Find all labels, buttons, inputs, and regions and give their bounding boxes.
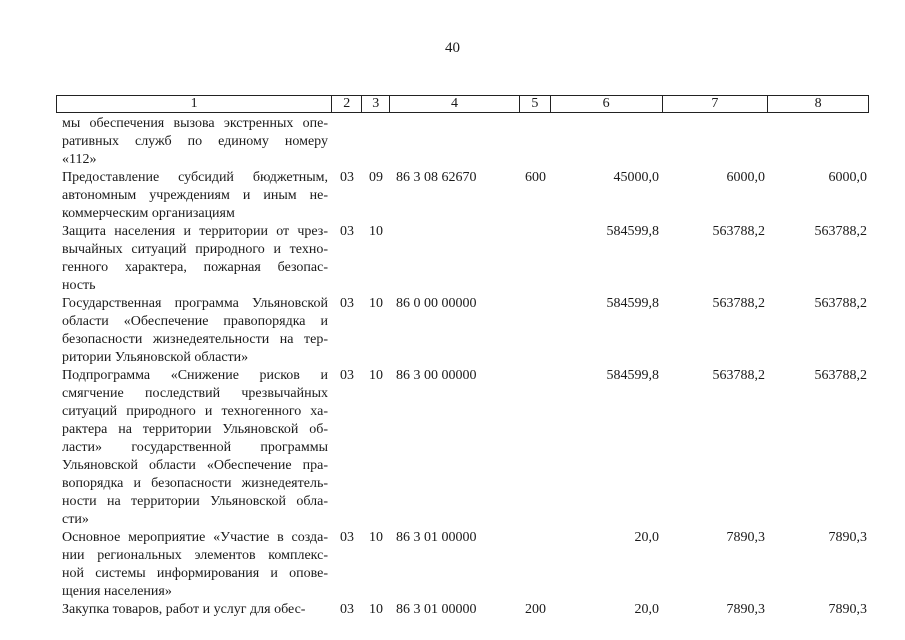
row-cell-c7: 563788,2 <box>712 368 765 383</box>
row-name-line: ративных служб по единому номеру <box>62 134 328 149</box>
row-cell-c3 <box>362 115 390 169</box>
column-header-4: 4 <box>390 96 520 112</box>
row-name-line: области «Обеспечение правопорядка и <box>62 314 328 329</box>
row-name-line: автономным учреждениям и иным не- <box>62 188 328 203</box>
row-name-line: вычайных ситуаций природного и техно- <box>62 242 328 257</box>
row-cell-c8: 7890,3 <box>828 602 867 617</box>
row-cell-c3: 09 <box>369 170 383 185</box>
row-cell-c4: 86 0 00 00000 <box>396 296 477 311</box>
row-cell-c3: 10 <box>369 224 383 239</box>
row-cell-c5 <box>520 367 551 529</box>
row-name-cell <box>56 367 332 529</box>
column-header-2: 2 <box>332 96 362 112</box>
row-cell-c6: 584599,8 <box>606 368 659 383</box>
column-header-1: 1 <box>57 96 332 112</box>
row-cell-c8: 563788,2 <box>814 368 867 383</box>
row-cell-c7: 563788,2 <box>712 296 765 311</box>
table-row <box>56 295 869 367</box>
page-number: 40 <box>445 40 460 56</box>
row-cell-c8: 563788,2 <box>814 296 867 311</box>
row-cell-c6 <box>551 115 663 169</box>
row-name-line: Закупка товаров, работ и услуг для обес- <box>62 602 306 617</box>
row-name-line: коммерческим организациям <box>62 206 235 221</box>
row-cell-c4 <box>390 223 520 295</box>
row-name-line: вопорядка и безопасности жизнедеятель- <box>62 476 328 491</box>
row-name-line: Защита населения и территории от чрез- <box>62 224 328 239</box>
row-cell-c5: 600 <box>525 170 546 185</box>
row-cell-c2: 03 <box>340 224 354 239</box>
row-cell-c8: 563788,2 <box>814 224 867 239</box>
row-name-line: ритории Ульяновской области» <box>62 350 249 365</box>
row-name-line: смягчение последствий чрезвычайных <box>62 386 328 401</box>
row-cell-c7: 563788,2 <box>712 224 765 239</box>
row-name-line: мы обеспечения вызова экстренных опе- <box>62 116 328 131</box>
row-cell-c3: 10 <box>369 368 383 383</box>
row-cell-c4: 86 3 01 00000 <box>396 530 477 545</box>
row-name-line: щения населения» <box>62 584 172 599</box>
table-row <box>56 223 869 295</box>
row-cell-c8: 7890,3 <box>828 530 867 545</box>
row-name-line: нии региональных элементов комплекс- <box>62 548 328 563</box>
row-cell-c3: 10 <box>369 530 383 545</box>
row-cell-c4 <box>390 115 520 169</box>
row-cell-c4: 86 3 01 00000 <box>396 602 477 617</box>
row-cell-c2: 03 <box>340 602 354 617</box>
row-name-line: Ульяновской области «Обеспечение пра- <box>62 458 328 473</box>
table-row <box>56 529 869 601</box>
row-name-line: «112» <box>62 152 97 167</box>
row-cell-c5: 200 <box>525 602 546 617</box>
row-cell-c3: 10 <box>369 296 383 311</box>
row-cell-c2: 03 <box>340 170 354 185</box>
row-cell-c2: 03 <box>340 296 354 311</box>
row-name-line: рактера на территории Ульяновской об- <box>62 422 328 437</box>
row-cell-c2: 03 <box>340 368 354 383</box>
row-cell-c2 <box>332 115 362 169</box>
row-name-cell <box>56 169 332 223</box>
row-cell-c5 <box>520 529 551 601</box>
row-cell-c4: 86 3 00 00000 <box>396 368 477 383</box>
column-header-8: 8 <box>814 96 822 111</box>
row-name-line: ной системы информирования и опове- <box>62 566 328 581</box>
row-cell-c7: 7890,3 <box>726 530 765 545</box>
row-cell-c8: 6000,0 <box>828 170 867 185</box>
row-name-line: ность <box>62 278 96 293</box>
table-row <box>56 169 869 223</box>
column-header-6: 6 <box>551 96 663 112</box>
row-name-cell <box>56 529 332 601</box>
row-name-line: генного характера, пожарная безопас- <box>62 260 328 275</box>
row-cell-c5 <box>520 115 551 169</box>
row-name-line: Государственная программа Ульяновской <box>62 296 328 311</box>
row-name-line: сти» <box>62 512 89 527</box>
row-cell-c6: 20,0 <box>634 530 659 545</box>
row-name-cell <box>56 223 332 295</box>
row-cell-c8 <box>769 115 869 169</box>
row-name-cell <box>56 601 332 619</box>
table-header-row <box>56 95 869 113</box>
row-name-cell <box>56 115 332 169</box>
row-cell-c6: 584599,8 <box>606 224 659 239</box>
table-row <box>56 601 869 619</box>
row-cell-c7 <box>663 115 769 169</box>
column-header-3: 3 <box>362 96 390 112</box>
row-cell-c6: 20,0 <box>634 602 659 617</box>
row-name-line: ситуаций природного и техногенного ха- <box>62 404 328 419</box>
row-name-cell <box>56 295 332 367</box>
row-cell-c5 <box>520 223 551 295</box>
column-header-7: 7 <box>663 96 769 112</box>
row-cell-c7: 6000,0 <box>726 170 765 185</box>
row-cell-c2: 03 <box>340 530 354 545</box>
row-cell-c5 <box>520 295 551 367</box>
row-name-line: безопасности жизнедеятельности на тер- <box>62 332 328 347</box>
row-name-line: Предоставление субсидий бюджетным, <box>62 170 328 185</box>
column-header-5: 5 <box>520 96 551 112</box>
row-cell-c3: 10 <box>369 602 383 617</box>
row-cell-c6: 584599,8 <box>606 296 659 311</box>
table-row <box>56 367 869 529</box>
row-cell-c4: 86 3 08 62670 <box>396 170 477 185</box>
row-name-line: ласти» государственной программы <box>62 440 328 455</box>
table-body <box>56 115 869 619</box>
row-name-line: ности на территории Ульяновской обла- <box>62 494 328 509</box>
row-cell-c6: 45000,0 <box>613 170 659 185</box>
row-name-line: Подпрограмма «Снижение рисков и <box>62 368 328 383</box>
row-cell-c7: 7890,3 <box>726 602 765 617</box>
table-row <box>56 115 869 169</box>
row-name-line: Основное мероприятие «Участие в созда- <box>62 530 328 545</box>
